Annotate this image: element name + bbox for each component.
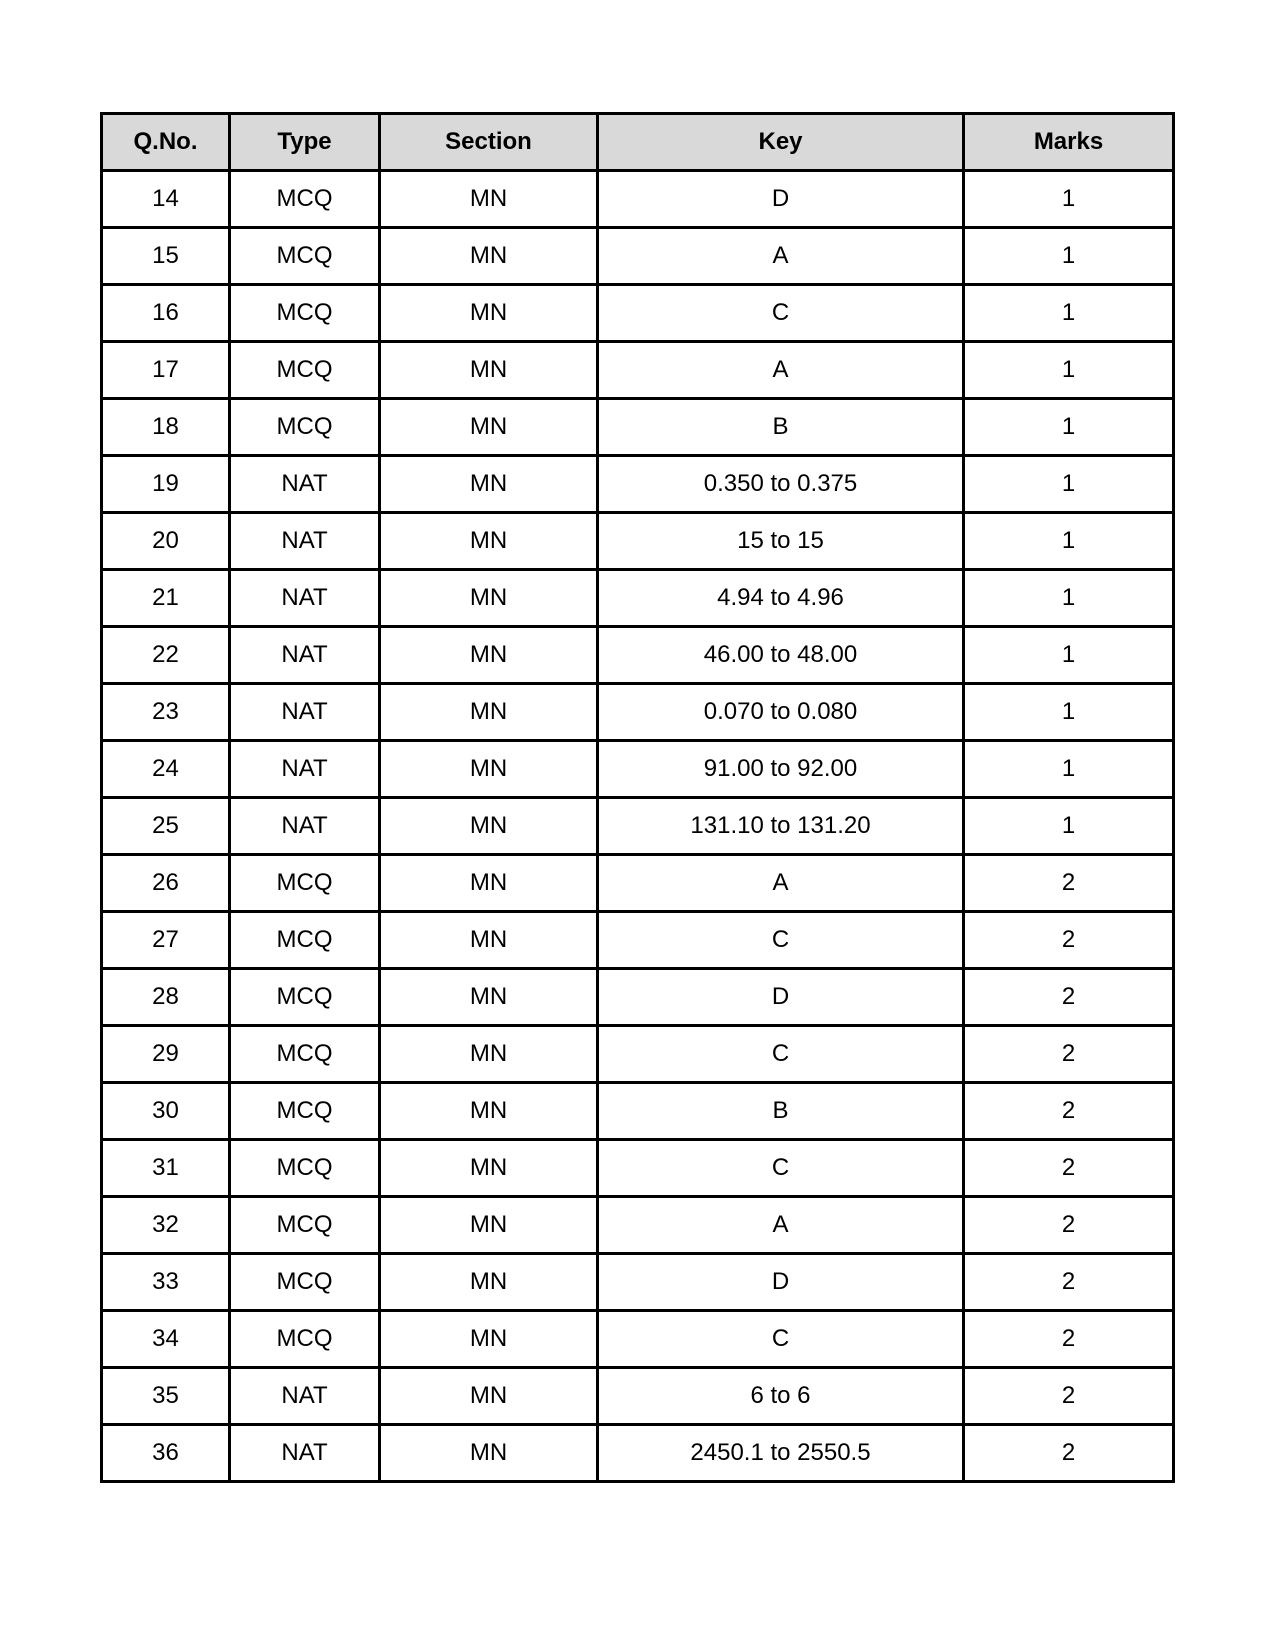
table-row (102, 1425, 1174, 1482)
cell-section: MN (380, 570, 598, 627)
header-marks: Marks (964, 114, 1174, 171)
cell-section: MN (380, 1140, 598, 1197)
cell-section: MN (380, 627, 598, 684)
table-row (102, 1140, 1174, 1197)
header-key: Key (598, 114, 964, 171)
cell-marks: 2 (964, 1368, 1174, 1425)
cell-section: MN (380, 1197, 598, 1254)
cell-marks: 2 (964, 1083, 1174, 1140)
cell-key: A (598, 228, 964, 285)
cell-qno: 20 (102, 513, 230, 570)
cell-key: B (598, 399, 964, 456)
cell-section: MN (380, 456, 598, 513)
table-row (102, 456, 1174, 513)
table-row (102, 1197, 1174, 1254)
cell-section: MN (380, 1425, 598, 1482)
cell-marks: 1 (964, 399, 1174, 456)
cell-qno: 19 (102, 456, 230, 513)
cell-qno: 22 (102, 627, 230, 684)
cell-qno: 35 (102, 1368, 230, 1425)
cell-marks: 2 (964, 969, 1174, 1026)
table-body (102, 171, 1174, 1482)
cell-qno: 29 (102, 1026, 230, 1083)
cell-section: MN (380, 1311, 598, 1368)
table-row (102, 1083, 1174, 1140)
cell-key: C (598, 1026, 964, 1083)
cell-type: MCQ (230, 171, 380, 228)
cell-key: D (598, 171, 964, 228)
table-row (102, 684, 1174, 741)
cell-qno: 31 (102, 1140, 230, 1197)
cell-marks: 1 (964, 741, 1174, 798)
cell-section: MN (380, 1083, 598, 1140)
header-section: Section (380, 114, 598, 171)
cell-key: C (598, 285, 964, 342)
cell-qno: 36 (102, 1425, 230, 1482)
cell-section: MN (380, 1368, 598, 1425)
cell-marks: 2 (964, 1311, 1174, 1368)
cell-type: MCQ (230, 399, 380, 456)
header-type: Type (230, 114, 380, 171)
cell-marks: 1 (964, 684, 1174, 741)
cell-key: 4.94 to 4.96 (598, 570, 964, 627)
cell-type: NAT (230, 627, 380, 684)
cell-key: D (598, 1254, 964, 1311)
cell-qno: 18 (102, 399, 230, 456)
table-row (102, 741, 1174, 798)
cell-key: C (598, 912, 964, 969)
cell-type: NAT (230, 456, 380, 513)
cell-section: MN (380, 513, 598, 570)
cell-section: MN (380, 285, 598, 342)
cell-marks: 2 (964, 1425, 1174, 1482)
cell-type: MCQ (230, 1197, 380, 1254)
cell-marks: 2 (964, 1140, 1174, 1197)
cell-key: 15 to 15 (598, 513, 964, 570)
cell-section: MN (380, 1026, 598, 1083)
cell-qno: 26 (102, 855, 230, 912)
cell-type: NAT (230, 684, 380, 741)
cell-type: MCQ (230, 228, 380, 285)
cell-qno: 28 (102, 969, 230, 1026)
cell-marks: 1 (964, 627, 1174, 684)
cell-type: MCQ (230, 342, 380, 399)
cell-type: NAT (230, 741, 380, 798)
cell-section: MN (380, 399, 598, 456)
table-row (102, 798, 1174, 855)
cell-marks: 1 (964, 228, 1174, 285)
cell-type: NAT (230, 798, 380, 855)
table-row (102, 1368, 1174, 1425)
cell-marks: 2 (964, 912, 1174, 969)
cell-qno: 34 (102, 1311, 230, 1368)
table-row (102, 912, 1174, 969)
cell-key: B (598, 1083, 964, 1140)
cell-marks: 1 (964, 285, 1174, 342)
table-header-row (102, 114, 1174, 171)
cell-section: MN (380, 684, 598, 741)
cell-key: 0.070 to 0.080 (598, 684, 964, 741)
table-row (102, 570, 1174, 627)
cell-type: NAT (230, 570, 380, 627)
cell-key: 6 to 6 (598, 1368, 964, 1425)
cell-type: MCQ (230, 1140, 380, 1197)
table-row (102, 1311, 1174, 1368)
table-row (102, 969, 1174, 1026)
table-row (102, 285, 1174, 342)
cell-qno: 14 (102, 171, 230, 228)
cell-key: A (598, 855, 964, 912)
table-row (102, 513, 1174, 570)
answer-key-table (100, 112, 1175, 1483)
cell-qno: 24 (102, 741, 230, 798)
cell-type: MCQ (230, 1311, 380, 1368)
cell-type: NAT (230, 1425, 380, 1482)
cell-key: A (598, 1197, 964, 1254)
table-row (102, 627, 1174, 684)
cell-section: MN (380, 969, 598, 1026)
table-row (102, 855, 1174, 912)
cell-marks: 1 (964, 798, 1174, 855)
cell-key: D (598, 969, 964, 1026)
cell-key: 91.00 to 92.00 (598, 741, 964, 798)
cell-qno: 33 (102, 1254, 230, 1311)
cell-key: 0.350 to 0.375 (598, 456, 964, 513)
cell-section: MN (380, 741, 598, 798)
cell-type: MCQ (230, 969, 380, 1026)
cell-key: C (598, 1311, 964, 1368)
cell-marks: 1 (964, 570, 1174, 627)
cell-type: MCQ (230, 855, 380, 912)
cell-section: MN (380, 171, 598, 228)
cell-key: 2450.1 to 2550.5 (598, 1425, 964, 1482)
table-row (102, 342, 1174, 399)
cell-key: A (598, 342, 964, 399)
cell-qno: 25 (102, 798, 230, 855)
cell-section: MN (380, 1254, 598, 1311)
cell-marks: 1 (964, 342, 1174, 399)
cell-marks: 1 (964, 513, 1174, 570)
cell-marks: 2 (964, 1254, 1174, 1311)
table-row (102, 399, 1174, 456)
cell-marks: 2 (964, 855, 1174, 912)
header-qno: Q.No. (102, 114, 230, 171)
cell-key: 131.10 to 131.20 (598, 798, 964, 855)
cell-qno: 16 (102, 285, 230, 342)
table-row (102, 171, 1174, 228)
cell-marks: 1 (964, 456, 1174, 513)
cell-type: MCQ (230, 1026, 380, 1083)
cell-marks: 2 (964, 1197, 1174, 1254)
table-row (102, 228, 1174, 285)
cell-section: MN (380, 342, 598, 399)
table-row (102, 1254, 1174, 1311)
cell-qno: 21 (102, 570, 230, 627)
cell-type: MCQ (230, 285, 380, 342)
table-row (102, 1026, 1174, 1083)
cell-qno: 30 (102, 1083, 230, 1140)
cell-qno: 32 (102, 1197, 230, 1254)
cell-marks: 1 (964, 171, 1174, 228)
cell-type: MCQ (230, 1083, 380, 1140)
cell-type: NAT (230, 513, 380, 570)
cell-section: MN (380, 798, 598, 855)
cell-section: MN (380, 855, 598, 912)
cell-section: MN (380, 228, 598, 285)
cell-qno: 17 (102, 342, 230, 399)
cell-qno: 27 (102, 912, 230, 969)
cell-qno: 15 (102, 228, 230, 285)
cell-qno: 23 (102, 684, 230, 741)
cell-type: MCQ (230, 912, 380, 969)
cell-section: MN (380, 912, 598, 969)
cell-type: MCQ (230, 1254, 380, 1311)
cell-key: 46.00 to 48.00 (598, 627, 964, 684)
cell-key: C (598, 1140, 964, 1197)
cell-marks: 2 (964, 1026, 1174, 1083)
cell-type: NAT (230, 1368, 380, 1425)
